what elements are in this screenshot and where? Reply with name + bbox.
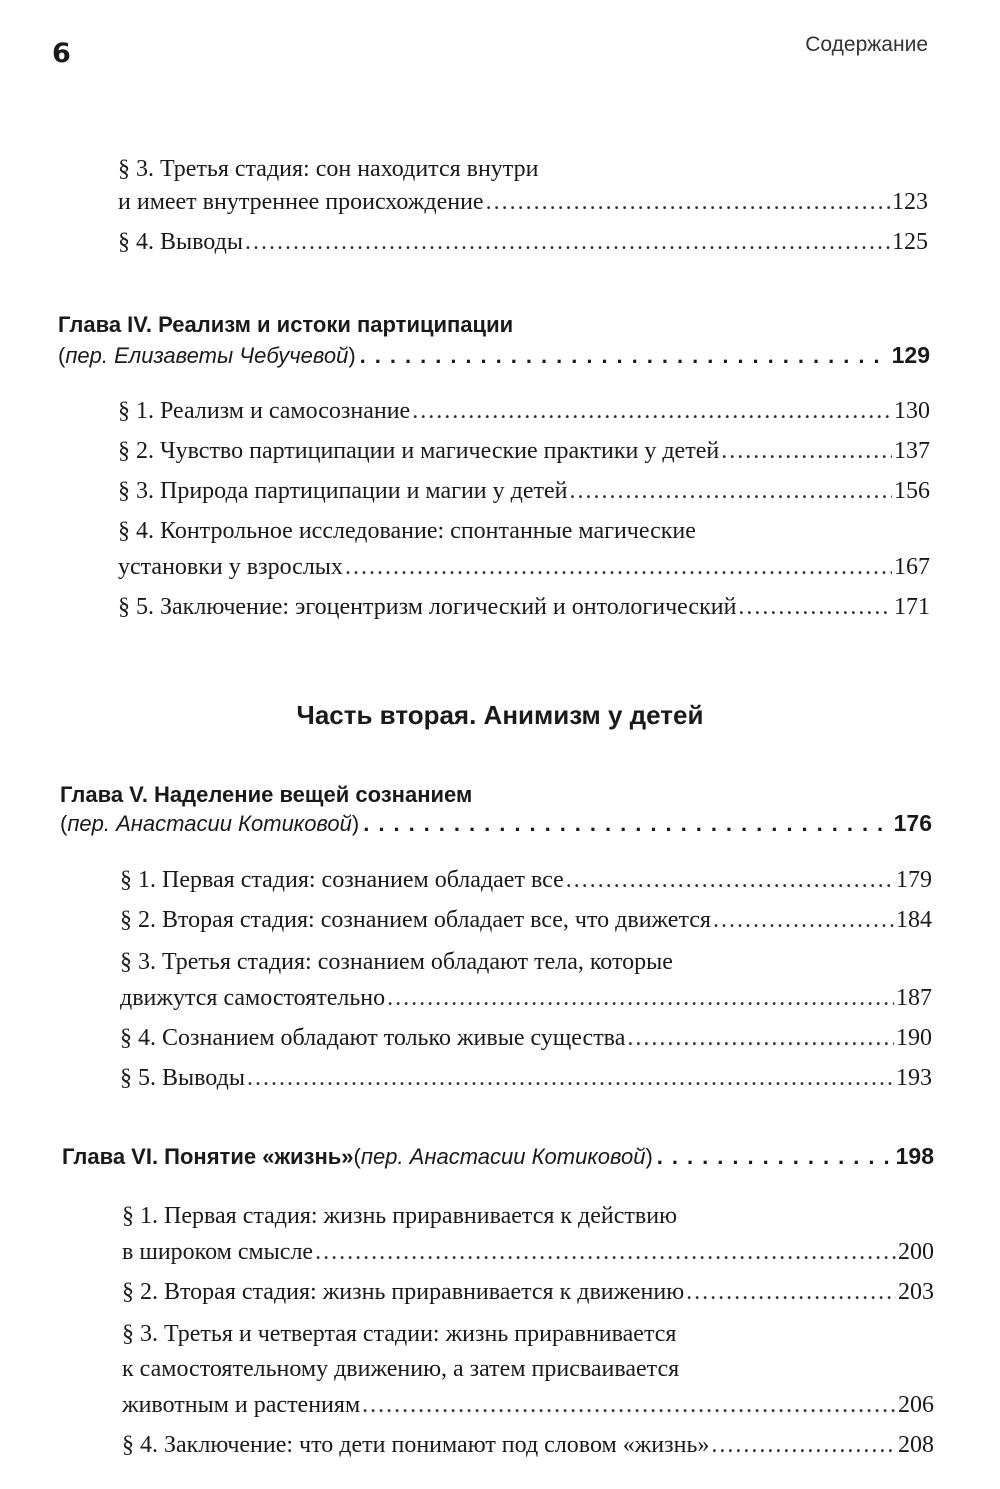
toc-entry-4-4-line1: § 4. Контрольное исследование: спонтанные магические: [118, 518, 696, 544]
toc-entry-4-5[interactable]: [118, 591, 930, 623]
toc-page-number: 203: [898, 1279, 934, 1305]
toc-entry-label: § 2. Вторая стадия: жизнь приравнивается к движению: [122, 1279, 685, 1305]
toc-entry-5-4[interactable]: [120, 1022, 932, 1054]
toc-entry-label: § 5. Заключение: эгоцентризм логический и онтологический: [118, 594, 737, 620]
leader-dots: [713, 904, 894, 936]
toc-page-number: 179: [896, 867, 932, 893]
chapter-4-translator-line[interactable]: [58, 340, 930, 371]
toc-entry-label: § 4. Сознанием обладают только живые существа: [120, 1025, 626, 1051]
leader-dots: [657, 1142, 892, 1172]
paren-open: (: [58, 343, 66, 368]
chapter-5-translator-line[interactable]: [60, 808, 932, 839]
toc-entry-5-5[interactable]: [120, 1062, 932, 1094]
toc-entry-label: § 3. Природа партиципации и магии у детей: [118, 478, 568, 504]
toc-entry-5-1[interactable]: [120, 864, 932, 896]
toc-entry-3-3[interactable]: [118, 186, 928, 218]
leader-dots: [387, 982, 894, 1014]
toc-entry-3-4[interactable]: [118, 226, 928, 258]
toc-page-number: 193: [896, 1065, 932, 1091]
toc-entry-label: животным и растениям: [122, 1392, 361, 1418]
toc-entry-4-4[interactable]: [118, 551, 930, 583]
leader-dots: [412, 395, 892, 427]
paren-open: (: [353, 1144, 361, 1169]
toc-entry-label: § 5. Выводы: [120, 1065, 245, 1091]
leader-dots: [247, 1062, 894, 1094]
chapter-6-title: Глава VI. Понятие «жизнь»: [62, 1144, 354, 1169]
toc-page-number: 125: [892, 229, 928, 255]
toc-entry-6-4[interactable]: [122, 1429, 934, 1461]
chapter-page-number: 198: [895, 1143, 934, 1169]
paren-close: ): [351, 811, 360, 836]
leader-dots: [711, 1429, 896, 1461]
chapter-4-title[interactable]: Глава IV. Реализм и истоки партиципации: [58, 312, 514, 337]
leader-dots: [362, 1389, 896, 1421]
toc-entry-5-3[interactable]: [120, 982, 932, 1014]
toc-page-number: 190: [896, 1025, 932, 1051]
translator-credit: пер. Анастасии Котиковой: [360, 1144, 646, 1169]
toc-page-number: 206: [898, 1392, 934, 1418]
toc-entry-label: § 1. Реализм и самосознание: [118, 398, 411, 424]
toc-entry-4-1[interactable]: [118, 395, 930, 427]
leader-dots: [245, 226, 890, 258]
leader-dots: [486, 186, 890, 218]
toc-entry-6-3[interactable]: [122, 1389, 934, 1421]
toc-page-number: 137: [894, 438, 930, 464]
toc-entry-4-3[interactable]: [118, 475, 930, 507]
toc-entry-6-1-line1: § 1. Первая стадия: жизнь приравнивается к действию: [122, 1203, 677, 1229]
leader-dots: [627, 1022, 894, 1054]
toc-page-number: 171: [894, 594, 930, 620]
toc-page-number: 130: [894, 398, 930, 424]
toc-page-number: 123: [892, 189, 928, 215]
translator-credit: пер. Анастасии Котиковой: [67, 811, 352, 836]
toc-entry-label: движутся самостоятельно: [120, 985, 386, 1011]
leader-dots: [721, 435, 892, 467]
chapter-6-line[interactable]: [62, 1141, 934, 1172]
toc-entry-label: § 1. Первая стадия: сознанием обладает все: [120, 867, 564, 893]
chapter-5-title[interactable]: Глава V. Наделение вещей сознанием: [60, 782, 473, 807]
toc-entry-6-1[interactable]: [122, 1236, 934, 1268]
chapter-page-number: 129: [891, 342, 930, 368]
toc-entry-label: установки у взрослых: [118, 554, 343, 580]
toc-page-number: 187: [896, 985, 932, 1011]
toc-entry-label: в широком смысле: [122, 1239, 314, 1265]
toc-entry-label: § 2. Чувство партиципации и магические практики у детей: [118, 438, 720, 464]
toc-entry-6-3-line2: к самостоятельному движению, а затем присваивается: [122, 1356, 680, 1382]
part-2-title[interactable]: Часть вторая. Анимизм у детей: [296, 700, 704, 730]
toc-page-number: 167: [894, 554, 930, 580]
toc-entry-4-2[interactable]: [118, 435, 930, 467]
toc-page-number: 156: [894, 478, 930, 504]
paren-close: ): [348, 343, 356, 368]
toc-entry-6-2[interactable]: [122, 1276, 934, 1308]
paren-close: ): [645, 1144, 653, 1169]
toc-entry-label: и имеет внутреннее происхождение: [118, 189, 484, 215]
leader-dots: [569, 475, 892, 507]
toc-page-number: 208: [898, 1432, 934, 1458]
toc-page-number: 200: [898, 1239, 934, 1265]
toc-entry-5-2[interactable]: [120, 904, 932, 936]
translator-credit: пер. Елизаветы Чебучевой: [65, 343, 349, 368]
leader-dots: [315, 1236, 896, 1268]
leader-dots: [738, 591, 892, 623]
leader-dots: [686, 1276, 896, 1308]
paren-open: (: [60, 811, 68, 836]
toc-entry-label: § 2. Вторая стадия: сознанием обладает все, что движется: [120, 907, 711, 933]
toc-entry-label: § 4. Заключение: что дети понимают под словом «жизнь»: [122, 1432, 710, 1458]
toc-page-number: 184: [896, 907, 932, 933]
page-number: 6: [52, 38, 71, 69]
running-head: Содержание: [805, 33, 928, 56]
toc-entry-label: § 4. Выводы: [118, 229, 243, 255]
toc-entry-5-3-line1: § 3. Третья стадия: сознанием обладают тела, которые: [120, 949, 673, 975]
toc-entry-6-3-line1: § 3. Третья и четвертая стадии: жизнь приравнивается: [122, 1321, 677, 1347]
toc-entry-3-3-line1: § 3. Третья стадия: сон находится внутри: [118, 156, 539, 182]
chapter-page-number: 176: [893, 810, 932, 836]
leader-dots: [345, 551, 892, 583]
leader-dots: [360, 341, 888, 371]
leader-dots: [566, 864, 894, 896]
leader-dots: [363, 809, 889, 839]
